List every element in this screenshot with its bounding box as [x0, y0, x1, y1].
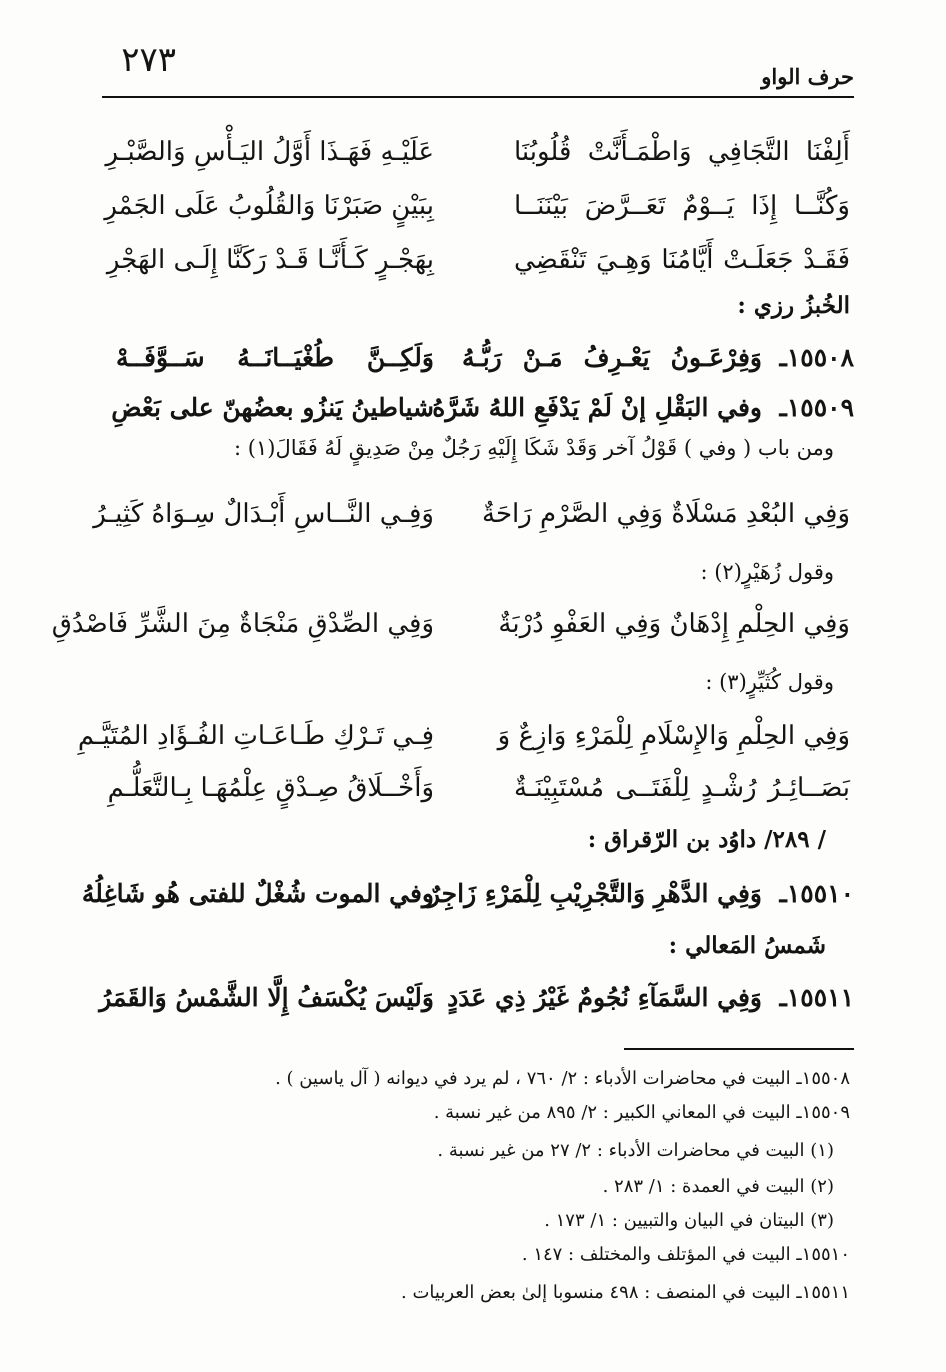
- verse-hemistich-1: وَفِي الدَّهْرِ وَالتَّجْرِيْبِ لِلْمَرْءِ زَاجِرٌ: [427, 879, 762, 908]
- footnote: (١) البيت في محاضرات الأدباء : ٢/ ٢٧ من غير نسبة .: [437, 1140, 834, 1161]
- verse-hemistich-2: فِـي تَـرْكِ طَـاعَـاتِ الفُـؤَادِ المُتَيَّـمِ: [77, 721, 434, 751]
- footnote: (٣) البيتان في البيان والتبيين : ١/ ١٧٣ .: [544, 1210, 834, 1231]
- verse-hemistich-1: أَلِفْنَا التَّجَافِي وَاطْمَـأَنَّتْ قُلُوبُنَا: [514, 137, 850, 167]
- verse-number: ١٥٥١٠ـ: [779, 879, 854, 908]
- verse-hemistich-2: شياطينُ يَنزُو بعضُهنّ على بَعْضِ: [111, 393, 434, 422]
- page-number: ٢٧٣: [121, 40, 176, 80]
- footnote-rule: [624, 1048, 854, 1050]
- verse-hemistich-1: وَفِي الحِلْمِ وَالإِسْلَامِ لِلْمَرْءِ وَازِعٌ وَ: [497, 721, 850, 751]
- verse-hemistich-2: وَلَيْسَ يُكْسَفُ إِلَّا الشَّمْسُ وَالقَمَرُ: [99, 983, 434, 1012]
- footnote: ١٥٥٠٨ـ البيت في محاضرات الأدباء : ٢/ ٧٦٠ ، لم يرد في ديوانه ( آل ياسين ) .: [275, 1068, 850, 1089]
- chapter-title: حرف الواو: [761, 64, 854, 89]
- verse-hemistich-2: وَفِي الصِّدْقِ مَنْجَاةٌ مِنَ الشَّرِّ فَاصْدُقِ: [51, 609, 434, 639]
- verse-hemistich-1: وَفِرْعَـونُ يَعْـرِفُ مَـنْ رَبُّـهُ: [462, 343, 762, 372]
- verse-hemistich-2: وَأَخْــلَاقُ صِـدْقٍ عِلْمُهَـا بِـالتَّعَلُّـمِ: [107, 773, 434, 803]
- verse-hemistich-1: وَفِي الحِلْمِ إِدْهَانٌ وَفِي العَفْوِ دُرْبَةٌ: [498, 609, 850, 639]
- verse-hemistich-2: عَلَيْـهِ فَهَـذَا أَوَّلُ اليَـأْسِ وَالصَّبْـرِ: [105, 137, 434, 167]
- poet-heading: الخُبزُ رزي :: [737, 292, 850, 319]
- verse-hemistich-2: وَلَكِــنَّ طُغْيَــانَــهُ سَــوَّفَــهْ: [116, 343, 434, 372]
- footnote: (٢) البيت في العمدة : ١/ ٢٨٣ .: [602, 1176, 834, 1197]
- poet-heading: / ٢٨٩/ داوُد بن الرّقراق :: [587, 826, 826, 853]
- verse-number: ١٥٥٠٨ـ: [779, 343, 854, 372]
- verse-hemistich-2: بِهَجْـرٍ كَـأَنَّـا قَـدْ رَكَنَّا إِلَـى الهَجْرِ: [106, 245, 434, 275]
- footnote: ١٥٥١٠ـ البيت في المؤتلف والمختلف : ١٤٧ .: [521, 1244, 850, 1265]
- poet-heading: شَمسُ المَعالي :: [668, 932, 826, 959]
- footnote: ١٥٥٠٩ـ البيت في المعاني الكبير : ٢/ ٨٩٥ من غير نسبة .: [433, 1102, 850, 1123]
- verse-hemistich-1: وَكُنَّــا إِذَا يَــوْمٌ تَعَــرَّضَ بَيْنَنَــا: [514, 191, 850, 221]
- poet-intro: وقول كُثَيِّرٍ(٣) :: [705, 670, 834, 694]
- header-rule: [102, 96, 854, 98]
- footnote: ١٥٥١١ـ البيت في المنصف : ٤٩٨ منسوبا إلىٰ بعض العربيات .: [401, 1282, 850, 1303]
- verse-hemistich-2: بِبَيْنٍ صَبَرْنَا وَالقُلُوبُ عَلَى الجَمْرِ: [104, 191, 434, 221]
- verse-number: ١٥٥٠٩ـ: [779, 393, 854, 422]
- verse-number: ١٥٥١١ـ: [779, 983, 854, 1012]
- verse-hemistich-1: وَفِي السَّمَآءِ نُجُومٌ غَيْرُ ذِي عَدَدٍ: [447, 983, 762, 1012]
- verse-hemistich-1: فَقَـدْ جَعَلَـتْ أَيَّامُنَا وَهِـيَ تَنْقَضِي: [514, 245, 850, 275]
- verse-hemistich-1: وفي البَقْلِ إنْ لَمْ يَدْفَعِ اللهُ شَرَّهُ: [432, 393, 762, 422]
- poet-intro: وقول زُهَيْرٍ(٢) :: [700, 560, 834, 584]
- verse-hemistich-2: وَفِـي النَّــاسِ أَبْـدَالٌ سِـوَاهُ كَثِيـرُ: [93, 499, 434, 529]
- verse-hemistich-1: وَفِي البُعْدِ مَسْلَاةٌ وَفِي الصَّرْمِ رَاحَةٌ: [482, 499, 850, 529]
- verse-hemistich-2: وفي الموت شُغْلٌ للفتى هُو شَاغِلُهُ: [81, 879, 434, 908]
- section-intro: ومن باب ( وفي ) قَوْلُ آخر وَقَدْ شَكَا إِلَيْهِ رَجُلٌ مِنْ صَدِيقٍ لَهُ فَقَالَ(١) :: [234, 436, 834, 460]
- verse-hemistich-1: بَصَــائِـرُ رُشْـدٍ لِلْفَتَــى مُسْتَبِيْنَـةٌ: [514, 773, 850, 803]
